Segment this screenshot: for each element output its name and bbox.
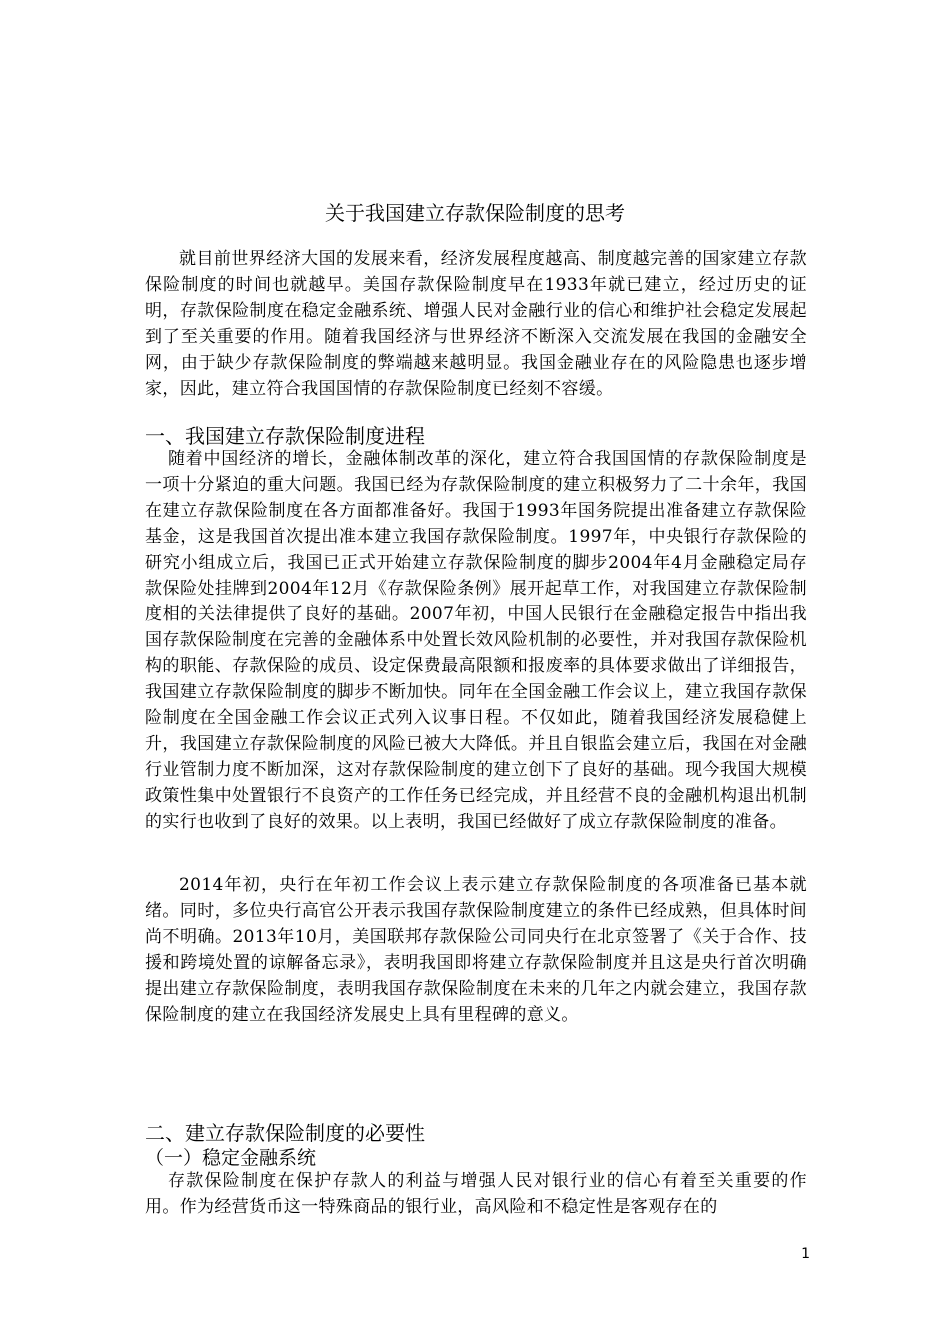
section-1-paragraph-2: 2014年初，央行在年初工作会议上表示建立存款保险制度的各项准备已基本就绪。同时，多位央行高官公开表示我国存款保险制度建立的条件已经成熟，但具体时间尚不明确。2013年10月，美国联邦存款保险公司同央行在北京签署了《关于合作、技援和跨境处置的谅解备忘录》，表明我国即将建立存款保险制度并且这是央行首次明确提出建立存款保险制度，表明我国存款保险制度在未来的几年之内就会建立，我国存款保险制度的建立在我国经济发展史上具有里程碑的意义。 [145,875,807,1025]
section-1-paragraph-1: 随着中国经济的增长，金融体制改革的深化，建立符合我国国情的存款保险制度是一项十分紧迫的重大问题。我国已经为存款保险制度的建立积极努力了二十余年，我国在建立存款保险制度在各方面都准备好。我国于1993年国务院提出准备建立存款保险基金，这是我国首次提出准本建立我国存款保险制度。1997年，中央银行存款保险的研究小组成立后，我国已正式开始建立存款保险制度的脚步2004年4月金融稳定局存款保险处挂牌到2004年12月《存款保险条例》展开起草工作，对我国建立存款保险制度相的关法律提供了良好的基础。2007年初，中国人民银行在金融稳定报告中指出我国存款保险制度在完善的金融体系中处置长效风险机制的必要性，并对我国存款保险机构的职能、存款保险的成员、设定保费最高限额和报废率的具体要求做出了详细报告，我国建立存款保险制度的脚步不断加快。同年在全国金融工作会议上，建立我国存款保险制度在全国金融工作会议正式列入议事日程。不仅如此，随着我国经济发展稳健上升，我国建立存款保险制度的风险已被大大降低。并且自银监会建立后，我国在对金融行业管制力度不断加深，这对存款保险制度的建立创下了良好的基础。现今我国大规模政策性集中处置银行不良资产的工作任务已经完成，并且经营不良的金融机构退出机制的实行也收到了良好的效果。以上表明，我国已经做好了成立存款保险制度的准备。 [145,449,807,832]
section-2-heading: 二、建立存款保险制度的必要性 [145,1121,425,1145]
section-2-subheading: （一）稳定金融系统 [145,1147,317,1169]
section-1-heading: 一、我国建立存款保险制度进程 [145,424,425,448]
intro-paragraph: 就目前世界经济大国的发展来看，经济发展程度越高、制度越完善的国家建立存款保险制度的时间也就越早。美国存款保险制度早在1933年就已建立，经过历史的证明，存款保险制度在稳定金融系统、增强人民对金融行业的信心和维护社会稳定发展起到了至关重要的作用。随着我国经济与世界经济不断深入交流发展在我国的金融安全网，由于缺少存款保险制度的弊端越来越明显。我国金融业存在的风险隐患也逐步增家，因此，建立符合我国国情的存款保险制度已经刻不容缓。 [145,249,807,399]
section-2-paragraph-1: 存款保险制度在保护存款人的利益与增强人民对银行业的信心有着至关重要的作用。作为经营货币这一特殊商品的银行业，高风险和不稳定性是客观存在的 [145,1171,807,1217]
document-title: 关于我国建立存款保险制度的思考 [325,201,625,225]
page-number: 1 [801,1246,810,1262]
